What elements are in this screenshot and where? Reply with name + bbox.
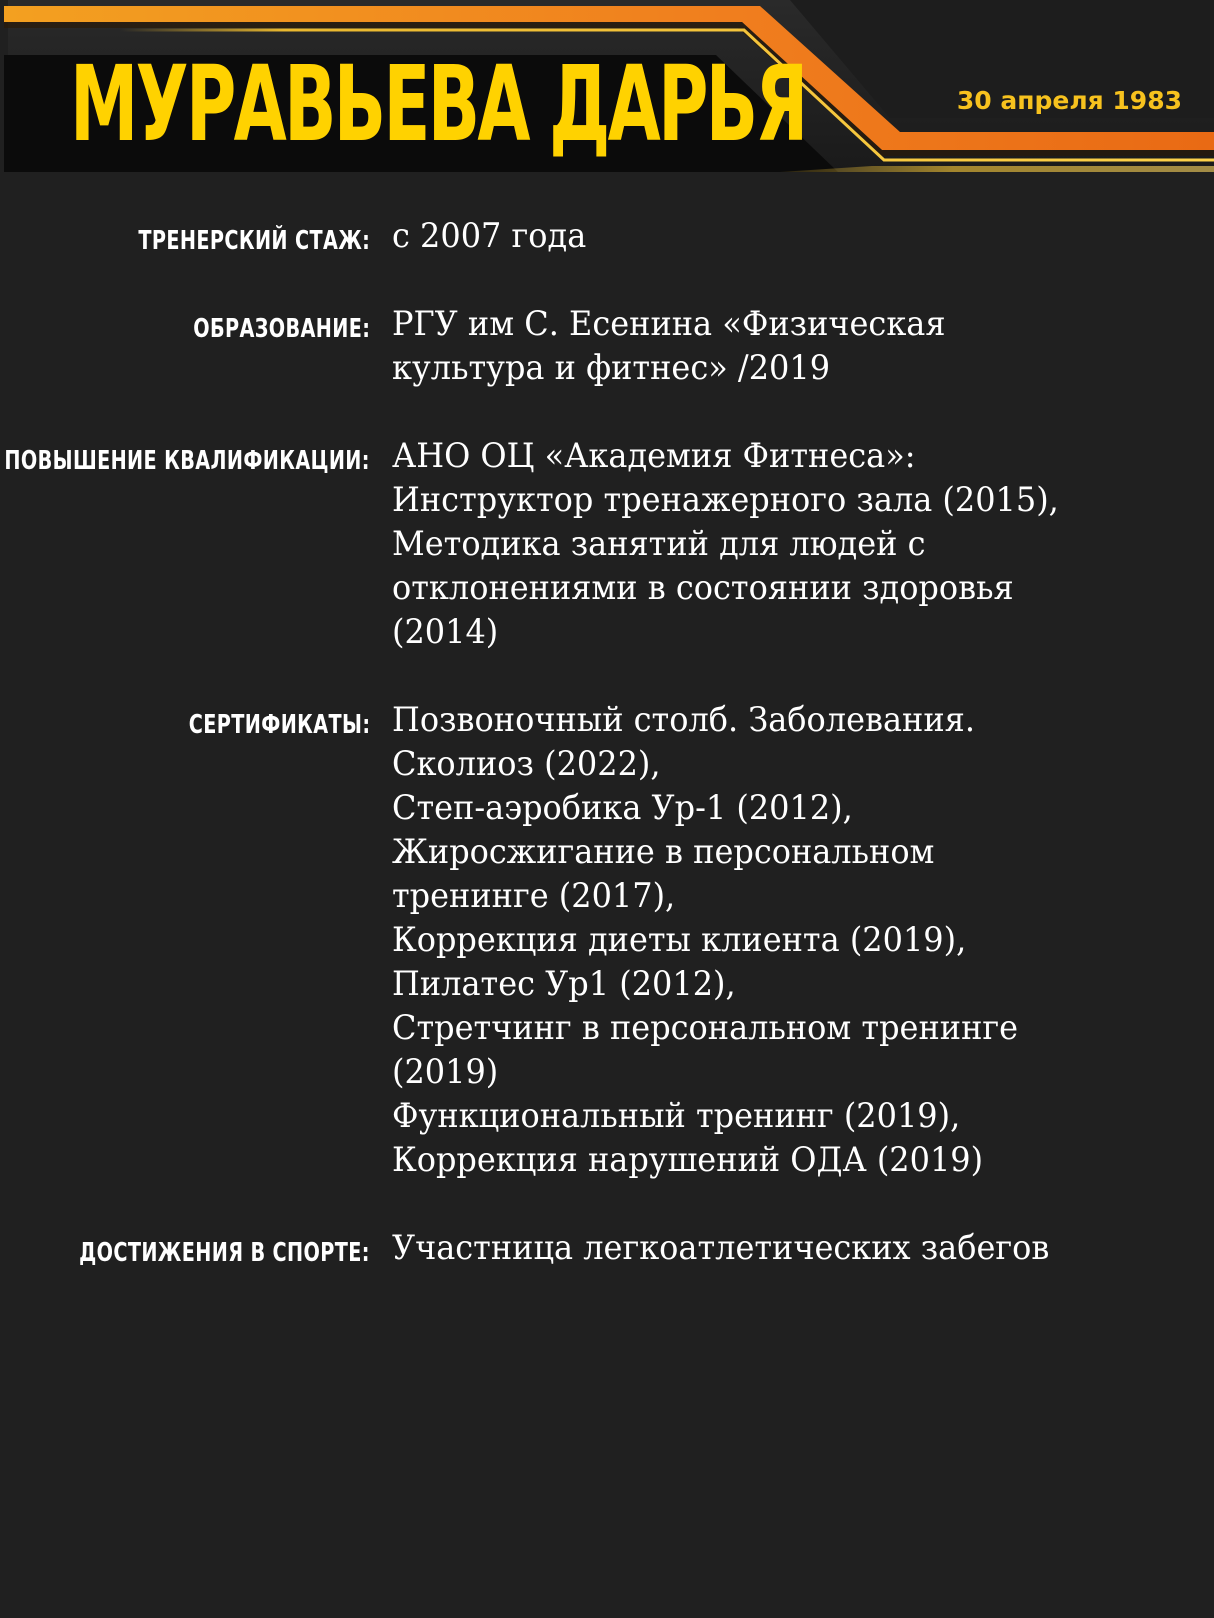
section-line: с 2007 года [392, 216, 587, 256]
profile-sections [0, 214, 1214, 1314]
section-label: ДОСТИЖЕНИЯ В СПОРТЕ: [79, 1238, 370, 1268]
section-sport-achievements [0, 1226, 1214, 1270]
section-line: Инструктор тренажерного зала (2015), [392, 480, 1059, 520]
section-coaching-experience [0, 214, 1214, 258]
section-line: Пилатес Ур1 (2012), [392, 964, 736, 1004]
section-label: СЕРТИФИКАТЫ: [188, 710, 370, 740]
section-line: Участница легкоатлетических забегов [392, 1228, 1050, 1268]
section-value [392, 698, 1202, 1182]
section-education [0, 302, 1214, 390]
section-line: РГУ им С. Есенина «Физическая [392, 304, 946, 344]
section-line: Стретчинг в персональном тренинге [392, 1008, 1019, 1048]
section-line: (2014) [392, 612, 499, 652]
section-line: Сколиоз (2022), [392, 744, 661, 784]
section-line: (2019) [392, 1052, 499, 1092]
section-label: ТРЕНЕРСКИЙ СТАЖ: [138, 226, 370, 256]
header-banner [0, 0, 1214, 172]
section-line: Позвоночный столб. Заболевания. [392, 700, 975, 740]
trainer-name: МУРАВЬЕВА ДАРЬЯ [70, 43, 806, 165]
section-label: ПОВЫШЕНИЕ КВАЛИФИКАЦИИ: [4, 446, 370, 476]
section-value [392, 434, 1202, 654]
section-line: АНО ОЦ «Академия Фитнеса»: [392, 436, 916, 476]
section-line: Степ-аэробика Ур-1 (2012), [392, 788, 853, 828]
section-value [392, 302, 1202, 390]
section-line: культура и фитнес» /2019 [392, 348, 831, 388]
section-line: тренинге (2017), [392, 876, 676, 916]
section-advanced-training [0, 434, 1214, 654]
section-line: отклонениями в состоянии здоровья [392, 568, 1014, 608]
section-value [392, 1226, 1202, 1270]
section-line: Функциональный тренинг (2019), [392, 1096, 961, 1136]
birth-date: 30 апреля 1983 [956, 86, 1182, 115]
section-line: Коррекция диеты клиента (2019), [392, 920, 967, 960]
section-line: Методика занятий для людей с [392, 524, 926, 564]
section-line: Жиросжигание в персональном [392, 832, 935, 872]
section-value [392, 214, 1202, 258]
section-label: ОБРАЗОВАНИЕ: [192, 314, 370, 344]
section-certificates [0, 698, 1214, 1182]
section-line: Коррекция нарушений ОДА (2019) [392, 1140, 984, 1180]
